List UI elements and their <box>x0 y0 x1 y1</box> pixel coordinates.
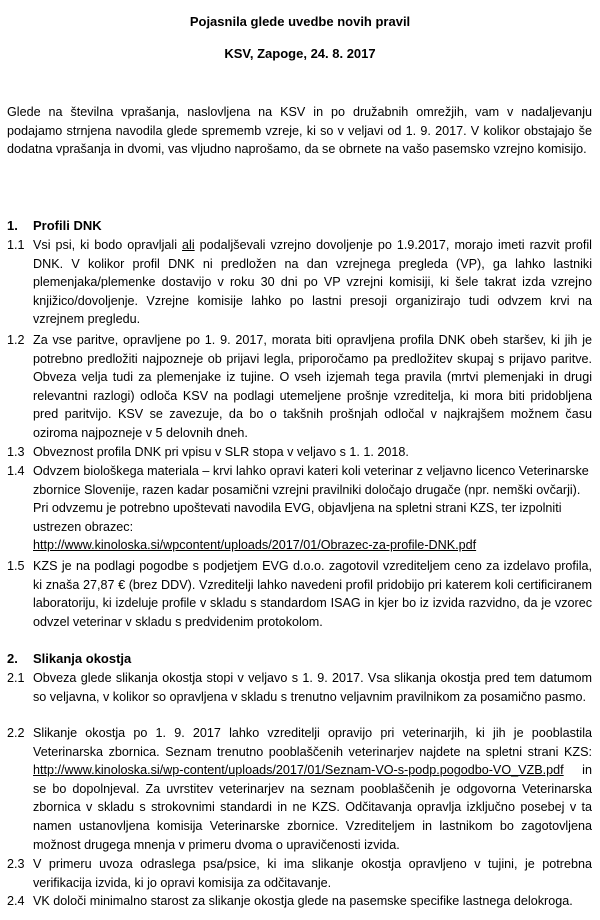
list-item-2-4 <box>7 892 592 911</box>
item-text: V primeru uvoza odraslega psa/psice, ki ima slikanje okostja opravljeno v tujini, je potrebna verifikacija izvida, ki jo opravi komisija za odčitavanje. <box>33 857 592 890</box>
intro-paragraph: Glede na številna vprašanja, naslovljena na KSV in po družabnih omrežjih, vam v nadaljevanju podajamo strnjena navodila glede sprememb vzreje, ki so v veljavi od 1. 9. 2017. V kolikor obstajajo še dodatna vprašanja in dvomi, vas vljudno naprošamo, da se obrnete na vašo pasemsko vzrejno komisijo. <box>7 105 592 157</box>
item-number: 2.3 <box>7 857 25 871</box>
list-item-1-5 <box>7 557 592 631</box>
list-item-1-2 <box>7 331 592 443</box>
section-title: Profili DNK <box>33 218 102 233</box>
list-item-1-1 <box>7 236 592 329</box>
item-number: 2.4 <box>7 894 25 908</box>
item-text: Odvzem biološkega materiala – krvi lahko opravi kateri koli veterinar z veljavno licenco Veterinarske zbornice Slovenije, razen kadar posamični vzrejni pravilniki določajo drugače (npr. nemški ovčarji). Pri odvzemu je potrebno upoštevati navodila EVG, objavljena na spletni strani KZS, ter izpolniti ustrezen obrazec: http://www.kinoloska.si/wpcontent/uploads/2017/01/Obrazec-za-profile-DNK.pdf <box>33 464 589 553</box>
item-number: 1.5 <box>7 559 25 573</box>
item-text: VK določi minimalno starost za slikanje okostja glede na pasemske specifike lastnega delokroga. <box>33 894 573 908</box>
item-number: 2.1 <box>7 671 25 685</box>
section-title: Slikanja okostja <box>33 651 132 666</box>
list-item-1-4 <box>7 462 592 555</box>
item-text: Za vse paritve, opravljene po 1. 9. 2017, morata biti opravljena profila DNK obeh staršev, ki jih je potrebno predložiti najpozneje ob prijavi legla, priporočamo pa predložitev skupaj s prijavo paritve. Obveza velja tudi za plemenjake iz tujine. O vseh izjemah tega pravila (mrtvi plemenjaki in drugi relevantni razlogi) odloča KSV na podlagi utemeljene prošnje vzreditelja, ki mora biti pridobljena pred paritvijo. KSV se zavezuje, da bo o takšnih prošnjah odločal v najkrajšem možnem času oziroma najpozneje v 5 delovnih dneh. <box>33 333 592 440</box>
document-subtitle: KSV, Zapoge, 24. 8. 2017 <box>224 46 376 61</box>
list-item-2-3 <box>7 855 592 892</box>
list-item-2-1 <box>7 669 592 706</box>
dnk-form-link[interactable]: http://www.kinoloska.si/wpcontent/uploads/2017/01/Obrazec-za-profile-DNK.pdf <box>33 538 477 553</box>
document-title: Pojasnila glede uvedbe novih pravil <box>189 14 411 29</box>
list-item-1-3 <box>7 443 592 462</box>
section-heading-skeleton <box>7 650 131 669</box>
item-text: KZS je na podlagi pogodbe s podjetjem EVG d.o.o. zagotovil vzrediteljem ceno za izdelavo profila, ki znaša 27,87 € (brez DDV). Vzreditelji lahko navedeni profil pridobijo pri katerem koli certificiranem laboratoriju, ki izdeluje profile v skladu s standardom ISAG in kjer bo iz izvida razvidno, da je vzorec odvzel veterinar v skladu s predvidenim protokolom. <box>33 559 592 629</box>
section-number: 1. <box>7 218 18 233</box>
item-text: Vsi psi, ki bodo opravljali ali podaljševali vzrejno dovoljenje po 1.9.2017, morajo imeti razvit profil DNK. V kolikor profil DNK ni predložen na dan vzrejnega pregleda (VP), ga lahko lastniki plemenjaka/plemenke dostavijo v roku 30 dni po VP vzrejni komisiji, ki šele takrat izda vzrejno knjižico/dovoljenje. Vzrejne komisije lahko po lastni presoji organizirajo tudi odvzem krvi na vzrejnem pregledu. <box>33 238 592 327</box>
section-heading-dnk <box>7 217 102 236</box>
item-text: Obveznost profila DNK pri vpisu v SLR stopa v veljavo s 1. 1. 2018. <box>33 445 409 459</box>
section-number: 2. <box>7 651 18 666</box>
veterinarian-list-link[interactable]: http://www.kinoloska.si/wp-content/uploads/2017/01/Seznam-VO-s-podp.pogodbo-VO_VZB.pdf <box>33 763 564 778</box>
item-number: 1.1 <box>7 238 25 252</box>
item-number: 1.4 <box>7 464 25 478</box>
item-text: Obveza glede slikanja okostja stopi v veljavo s 1. 9. 2017. Vsa slikanja okostja pred tem datumom so veljavna, v kolikor so opravljena v skladu s trenutno veljavnim pravilnikom za posamično pasmo. <box>33 671 592 704</box>
item-number: 1.2 <box>7 333 25 347</box>
list-item-2-2 <box>7 724 592 854</box>
item-number: 2.2 <box>7 726 25 740</box>
underlined-word: ali <box>182 238 195 252</box>
item-text: Slikanje okostja po 1. 9. 2017 lahko vzreditelji opravijo pri veterinarjih, ki jih je pooblastila Veterinarska zbornica. Seznam trenutno pooblaščenih veterinarjev najdete na spletni strani KZS: http://www.kinoloska.si/wp-content/uploads/2017/01/Seznam-VO-s-podp.pogodbo-VO_VZB.pdf in se bo dopolnjeval. Za uvrstitev veterinarjev na seznam pooblaščenih je odgovorna Veterinarska zbornica v skladu s strokovnimi standardi in ne KZS. Odčitavanja opravlja izključno posebej v ta namen ustanovljena komisija Veterinarske zbornice. Vzrediteljem in lastnikom bo zagotovljena možnost drugega mnenja v primeru dvoma o upravičenosti izvida. <box>33 726 592 852</box>
item-number: 1.3 <box>7 445 25 459</box>
